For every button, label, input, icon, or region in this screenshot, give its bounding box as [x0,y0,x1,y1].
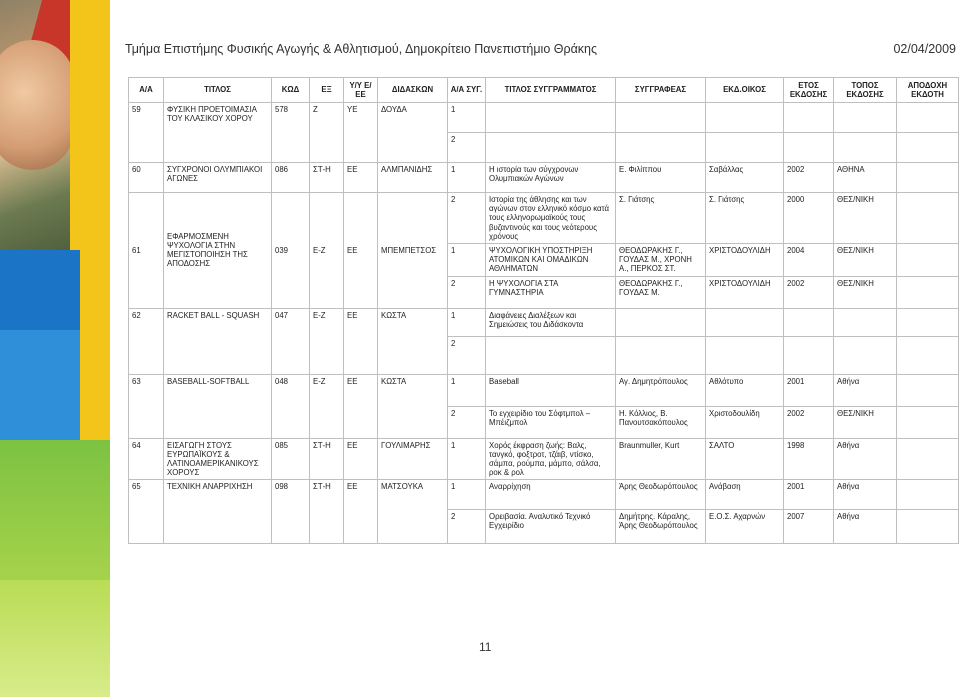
book-author [616,133,706,163]
table-row [129,438,959,480]
course-type: ΕΕ [344,163,378,193]
course-teacher: ΚΩΣΤΑ [378,308,448,374]
course-semester: Ζ [310,103,344,163]
book-author: Η. Κόλλιος, Β. Πανουτσακόπουλος [616,406,706,438]
child-face-photo [0,40,75,170]
book-year: 2002 [784,163,834,193]
book-place: Αθήνα [834,374,897,406]
book-publisher [706,103,784,133]
book-aa: 1 [448,243,486,276]
header-col-book-aa: Α/Α ΣΥΓ. [448,78,486,103]
course-code: 098 [272,480,310,544]
book-publisher: Χριστοδουλίδη [706,406,784,438]
header-col-type: Υ/Υ Ε/ΕΕ [344,78,378,103]
book-acceptance [897,133,959,163]
book-acceptance [897,243,959,276]
book-publisher: Αθλότυπο [706,374,784,406]
course-type: ΕΕ [344,438,378,480]
course-semester: Ε-Ζ [310,308,344,374]
course-code: 048 [272,374,310,438]
book-publisher: ΧΡΙΣΤΟΔΟΥΛΙΔΗ [706,276,784,308]
course-type: ΥΕ [344,103,378,163]
book-publisher: ΣΑΛΤΟ [706,438,784,480]
course-aa: 60 [129,163,164,193]
table-row [129,308,959,336]
book-year: 2001 [784,374,834,406]
course-type: ΕΕ [344,374,378,438]
book-place [834,308,897,336]
course-semester: ΣΤ-Η [310,480,344,544]
book-aa: 1 [448,103,486,133]
book-title: ΨΥΧΟΛΟΓΙΚΗ ΥΠΟΣΤΗΡΙΞΗ ΑΤΟΜΙΚΩΝ ΚΑΙ ΟΜΑΔΙΚΩΝ ΑΘΛΗΜΑΤΩΝ [486,243,616,276]
book-publisher: ΧΡΙΣΤΟΔΟΥΛΙΔΗ [706,243,784,276]
header-col-author: ΣΥΓΓΡΑΦΕΑΣ [616,78,706,103]
book-place [834,133,897,163]
table-row [129,163,959,193]
table-row [129,103,959,133]
page-header-date: 02/04/2009 [893,42,956,56]
course-aa: 65 [129,480,164,544]
course-teacher: ΑΛΜΠΑΝΙΔΗΣ [378,163,448,193]
book-author: Δημήτρης. Κάραλης, Άρης Θεοδωρόπουλος [616,510,706,544]
header-col-code: ΚΩΔ [272,78,310,103]
book-year [784,133,834,163]
course-type: ΕΕ [344,480,378,544]
book-acceptance [897,406,959,438]
book-author: ΘΕΟΔΩΡΑΚΗΣ Γ., ΓΟΥΔΑΣ Μ., ΧΡΟΝΗ Α., ΠΕΡΚΟΣ ΣΤ. [616,243,706,276]
book-title: Ορειβασία. Αναλυτικό Τεχνικό Εγχειρίδιο [486,510,616,544]
book-aa: 1 [448,438,486,480]
book-title: Το εγχειρίδιο του Σόφτμπολ – Μπέιζμπολ [486,406,616,438]
book-year: 2002 [784,406,834,438]
book-author [616,336,706,374]
book-title: Διαφάνειες Διαλέξεων και Σημειώσεις του Διδάσκοντα [486,308,616,336]
book-place [834,103,897,133]
book-year: 2004 [784,243,834,276]
book-aa: 2 [448,510,486,544]
course-semester: Ε-Ζ [310,193,344,309]
book-author: Braunmuller, Kurt [616,438,706,480]
header-col-publisher: ΕΚΔ.ΟΙΚΟΣ [706,78,784,103]
book-year: 2001 [784,480,834,510]
header-col-aa: Α/Α [129,78,164,103]
book-publisher: Ε.Ο.Σ. Αχαρνών [706,510,784,544]
book-aa: 2 [448,406,486,438]
book-publisher: Σαβάλλας [706,163,784,193]
green-strip [0,440,110,580]
table-row [129,374,959,406]
course-code: 039 [272,193,310,309]
book-author [616,103,706,133]
book-acceptance [897,193,959,244]
book-title [486,133,616,163]
book-aa: 2 [448,133,486,163]
book-title: Αναρρίχηση [486,480,616,510]
course-semester: Ε-Ζ [310,374,344,438]
course-code: 047 [272,308,310,374]
course-aa: 63 [129,374,164,438]
course-teacher: ΔΟΥΔΑ [378,103,448,163]
table-row [129,193,959,244]
blue-strip-2 [0,330,110,440]
book-publisher: Ανάβαση [706,480,784,510]
book-author [616,308,706,336]
book-author: Αγ. Δημητρόπουλος [616,374,706,406]
book-place: ΑΘΗΝΑ [834,163,897,193]
course-title: ΣΥΓΧΡΟΝΟΙ ΟΛΥΜΠΙΑΚΟΙ ΑΓΩΝΕΣ [164,163,272,193]
book-aa: 2 [448,193,486,244]
book-title: Η ιστορία των σύγχρονων Ολυμπιακών Αγώνων [486,163,616,193]
header-col-place: ΤΟΠΟΣ ΕΚΔΟΣΗΣ [834,78,897,103]
book-author: Ε. Φιλίππου [616,163,706,193]
course-aa: 64 [129,438,164,480]
book-title [486,103,616,133]
book-place: Αθήνα [834,438,897,480]
header-col-sem: ΕΞ [310,78,344,103]
book-acceptance [897,438,959,480]
book-year: 1998 [784,438,834,480]
header-col-title: ΤΙΤΛΟΣ [164,78,272,103]
course-title: ΕΙΣΑΓΩΓΗ ΣΤΟΥΣ ΕΥΡΩΠΑΪΚΟΥΣ & ΛΑΤΙΝΟΑΜΕΡΙΚΑΝΙΚΟΥΣ ΧΟΡΟΥΣ [164,438,272,480]
book-author: ΘΕΟΔΩΡΑΚΗΣ Γ., ΓΟΥΔΑΣ Μ. [616,276,706,308]
header-col-book-title: ΤΙΤΛΟΣ ΣΥΓΓΡΑΜΜΑΤΟΣ [486,78,616,103]
book-title: Χορός έκφραση ζωής: Βαλς, τανγκό, φοξτροτ, τζάιβ, ντίσκο, σάμπα, ρούμπα, μάμπο, σάλσα, ροκ & ρολ [486,438,616,480]
course-title: ΕΦΑΡΜΟΣΜΕΝΗ ΨΥΧΟΛΟΓΙΑ ΣΤΗΝ ΜΕΓΙΣΤΟΠΟΙΗΣΗ ΤΗΣ ΑΠΟΔΟΣΗΣ [164,193,272,309]
course-title: BASEBALL-SOFTBALL [164,374,272,438]
book-publisher [706,336,784,374]
book-aa: 1 [448,374,486,406]
course-teacher: ΚΩΣΤΑ [378,374,448,438]
book-acceptance [897,480,959,510]
table-body [129,103,959,544]
book-place: Αθήνα [834,480,897,510]
book-aa: 1 [448,308,486,336]
book-publisher: Σ. Γιάτσης [706,193,784,244]
book-publisher [706,308,784,336]
course-aa: 61 [129,193,164,309]
book-place: ΘΕΣ/ΝΙΚΗ [834,243,897,276]
book-author: Άρης Θεοδωρόπουλος [616,480,706,510]
book-place: ΘΕΣ/ΝΙΚΗ [834,193,897,244]
book-author: Σ. Γιάτσης [616,193,706,244]
book-year [784,308,834,336]
book-year [784,103,834,133]
course-title: ΤΕΧΝΙΚΗ ΑΝΑΡΡΙΧΗΣΗ [164,480,272,544]
book-title: Ιστορία της άθλησης και των αγώνων στον ελληνικό κόσμο κατά τους ελληνορωμαϊκούς τους βυζαντινούς και τους νεότερους χρόνους [486,193,616,244]
book-acceptance [897,163,959,193]
book-acceptance [897,276,959,308]
header-col-teacher: ΔΙΔΑΣΚΩΝ [378,78,448,103]
course-teacher: ΜΠΕΜΠΕΤΣΟΣ [378,193,448,309]
book-year: 2000 [784,193,834,244]
book-aa: 1 [448,163,486,193]
course-teacher: ΜΑΤΣΟΥΚΑ [378,480,448,544]
photo-strip [0,0,110,250]
table-row [129,480,959,510]
course-code: 578 [272,103,310,163]
book-acceptance [897,103,959,133]
course-type: ΕΕ [344,193,378,309]
header-col-year: ΕΤΟΣ ΕΚΔΟΣΗΣ [784,78,834,103]
book-place: ΘΕΣ/ΝΙΚΗ [834,406,897,438]
course-type: ΕΕ [344,308,378,374]
book-acceptance [897,510,959,544]
book-title [486,336,616,374]
header-row [129,78,959,103]
book-place [834,336,897,374]
book-acceptance [897,374,959,406]
book-aa: 2 [448,276,486,308]
book-place: Αθήνα [834,510,897,544]
book-title: Baseball [486,374,616,406]
book-year [784,336,834,374]
book-publisher [706,133,784,163]
header-col-acceptance: ΑΠΟΔΟΧΗ ΕΚΔΟΤΗ [897,78,959,103]
book-aa: 2 [448,336,486,374]
course-semester: ΣΤ-Η [310,438,344,480]
page-header-title: Τμήμα Επιστήμης Φυσικής Αγωγής & Αθλητισμού, Δημοκρίτειο Πανεπιστήμιο Θράκης [125,42,598,56]
course-aa: 59 [129,103,164,163]
course-code: 086 [272,163,310,193]
blue-strip [0,250,110,330]
book-title: Η ΨΥΧΟΛΟΓΙΑ ΣΤΑ ΓΥΜΝΑΣΤΗΡΙΑ [486,276,616,308]
decorative-side-photo [0,0,110,697]
book-acceptance [897,308,959,336]
book-aa: 1 [448,480,486,510]
lime-strip [0,580,110,697]
course-title: RACKET BALL - SQUASH [164,308,272,374]
book-place: ΘΕΣ/ΝΙΚΗ [834,276,897,308]
course-teacher: ΓΟΥΛΙΜΑΡΗΣ [378,438,448,480]
table-head [129,78,959,103]
course-code: 085 [272,438,310,480]
course-title: ΦΥΣΙΚΗ ΠΡΟΕΤΟΙΜΑΣΙΑ ΤΟΥ ΚΛΑΣΙΚΟΥ ΧΟΡΟΥ [164,103,272,163]
course-aa: 62 [129,308,164,374]
book-year: 2007 [784,510,834,544]
page-number: 11 [479,640,492,654]
book-acceptance [897,336,959,374]
courses-table [128,77,959,544]
book-year: 2002 [784,276,834,308]
course-semester: ΣΤ-Η [310,163,344,193]
